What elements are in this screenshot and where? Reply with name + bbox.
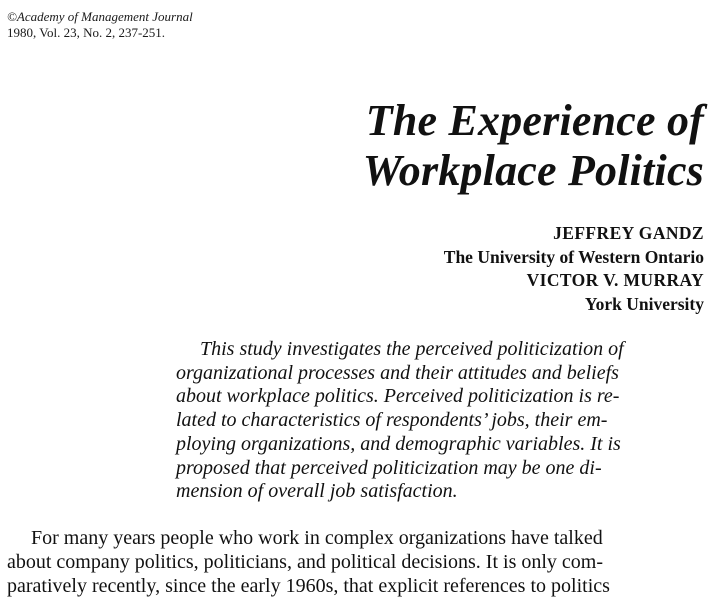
author-name: JEFFREY GANDZ bbox=[553, 223, 704, 243]
abstract-line: ploying organizations, and demographic variables. It is bbox=[176, 432, 621, 455]
body-line: about company politics, politicians, and political decisions. It is only com- bbox=[7, 551, 604, 573]
journal-citation bbox=[7, 9, 193, 41]
title-line-1: The Experience of bbox=[365, 96, 704, 145]
author-block bbox=[444, 222, 704, 316]
author-affiliation: The University of Western Ontario bbox=[443, 246, 704, 267]
body-paragraph bbox=[7, 526, 709, 598]
abstract-line: lated to characteristics of respondents’ jobs, their em- bbox=[176, 409, 608, 432]
author-affiliation: York University bbox=[584, 293, 704, 314]
abstract-line: mension of overall job satisfaction. bbox=[176, 480, 458, 503]
abstract bbox=[176, 338, 706, 504]
journal-name: ©Academy of Management Journal bbox=[7, 9, 193, 24]
abstract-line: This study investigates the perceived politicization of bbox=[200, 338, 624, 360]
title-line-2: Workplace Politics bbox=[362, 146, 704, 195]
volume-info: 1980, Vol. 23, No. 2, 237-251. bbox=[7, 25, 166, 40]
abstract-line: proposed that perceived politicization may be one di- bbox=[176, 456, 602, 479]
abstract-line: organizational processes and their attitudes and beliefs bbox=[176, 361, 619, 384]
abstract-line: about workplace politics. Perceived politicization is re- bbox=[176, 385, 620, 408]
body-line: For many years people who work in complex organizations have talked bbox=[31, 527, 603, 549]
article-title bbox=[363, 96, 704, 196]
author-name: VICTOR V. MURRAY bbox=[526, 270, 704, 290]
body-line: paratively recently, since the early 1960s, that explicit references to politics bbox=[7, 575, 610, 597]
